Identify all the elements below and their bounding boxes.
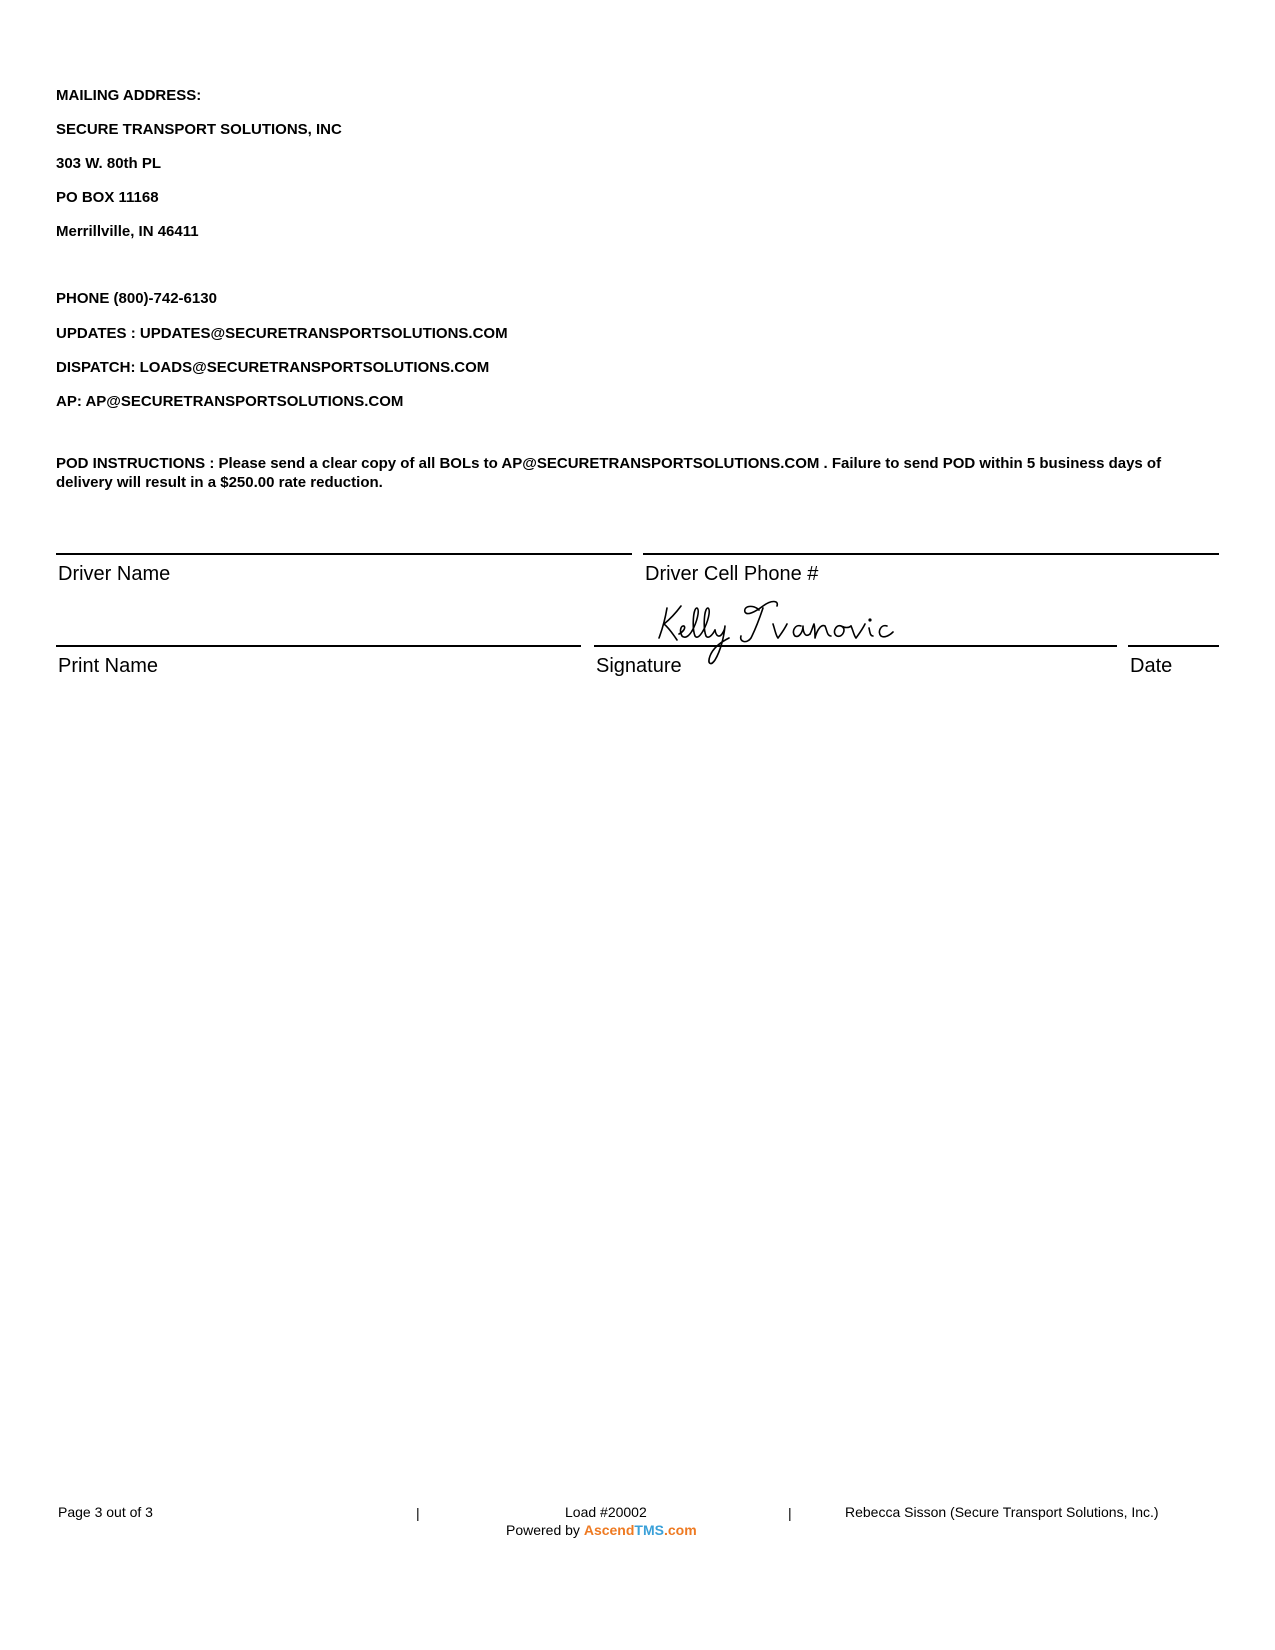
footer-load-number: Load #20002	[565, 1504, 647, 1520]
date-label: Date	[1130, 655, 1173, 677]
driver-cell-line[interactable]	[643, 553, 1219, 555]
dispatch-email: DISPATCH: LOADS@SECURETRANSPORTSOLUTIONS.COM	[56, 359, 490, 376]
footer-powered-by	[506, 1522, 697, 1538]
street-address: 303 W. 80th PL	[56, 155, 162, 172]
city-state-zip: Merrillville, IN 46411	[56, 223, 199, 240]
handwritten-signature	[655, 598, 915, 668]
ascend-tms-logo[interactable]	[584, 1522, 697, 1538]
date-line[interactable]	[1128, 645, 1219, 647]
phone-line: PHONE (800)-742-6130	[56, 290, 217, 307]
po-box: PO BOX 11168	[56, 189, 159, 206]
driver-name-label: Driver Name	[58, 563, 171, 585]
print-name-label: Print Name	[58, 655, 159, 677]
powered-by-label: Powered by	[506, 1522, 580, 1538]
logo-part-ascend: Ascend	[583, 1522, 635, 1538]
driver-cell-label: Driver Cell Phone #	[645, 563, 819, 585]
ap-email: AP: AP@SECURETRANSPORTSOLUTIONS.COM	[56, 393, 404, 410]
driver-name-line[interactable]	[56, 553, 632, 555]
logo-part-com: .com	[663, 1522, 697, 1538]
company-name: SECURE TRANSPORT SOLUTIONS, INC	[56, 121, 342, 138]
updates-email: UPDATES : UPDATES@SECURETRANSPORTSOLUTIONS.COM	[56, 325, 508, 342]
footer-user: Rebecca Sisson (Secure Transport Solutions, Inc.)	[845, 1504, 1159, 1520]
footer-separator: |	[788, 1505, 792, 1521]
signature-label: Signature	[596, 655, 682, 677]
logo-part-tms: TMS	[634, 1522, 664, 1538]
mailing-heading: MAILING ADDRESS:	[56, 87, 202, 104]
pod-instructions: POD INSTRUCTIONS : Please send a clear copy of all BOLs to AP@SECURETRANSPORTSOLUTIONS.COM . Failure to send POD within 5 business days of delivery will result in a $250.00 rate reduction.	[56, 455, 1162, 491]
print-name-line[interactable]	[56, 645, 581, 647]
footer-page-number: Page 3 out of 3	[58, 1504, 153, 1520]
footer-separator: |	[416, 1505, 420, 1521]
